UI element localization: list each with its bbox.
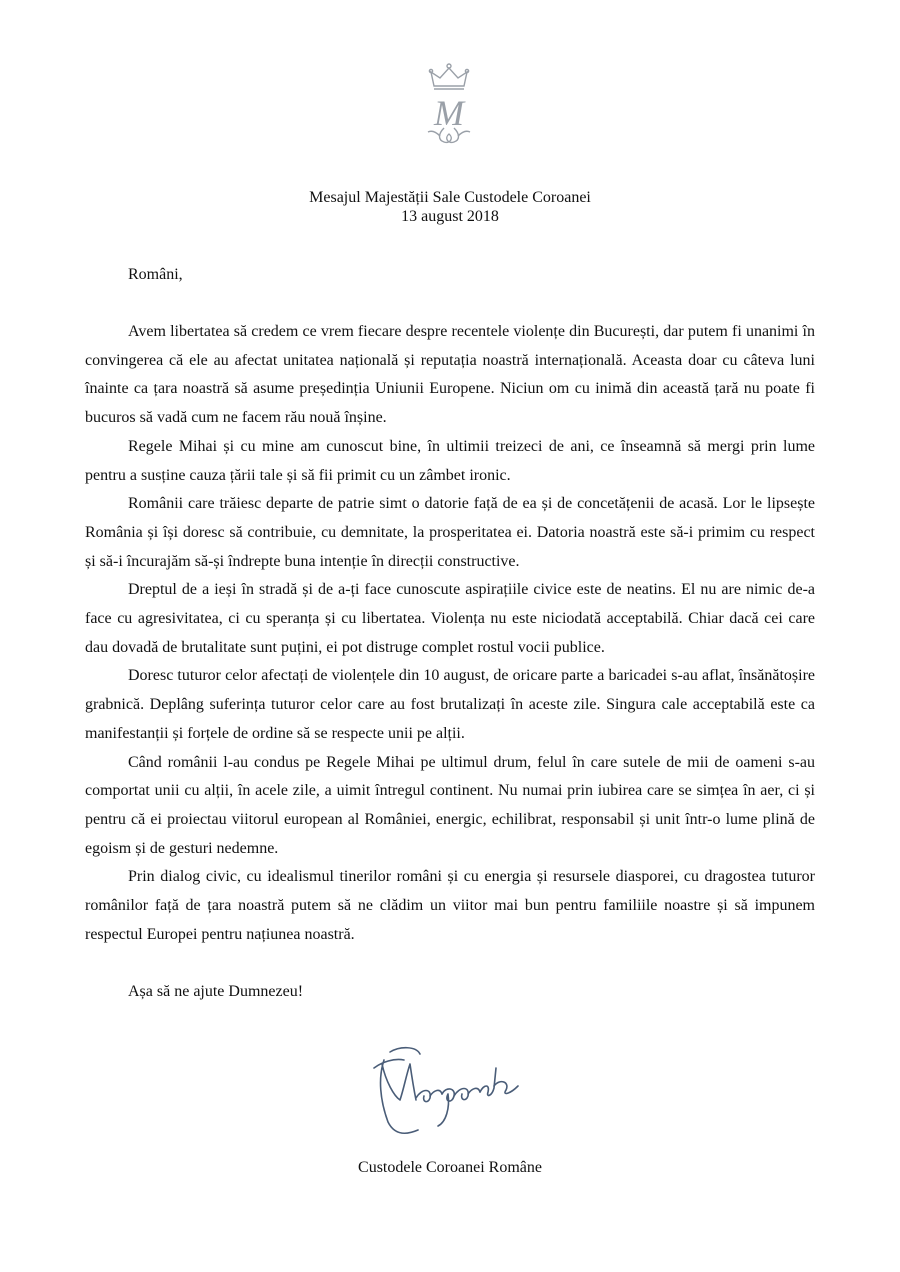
monogram-letter: M — [434, 93, 464, 133]
paragraph: Românii care trăiesc departe de patrie simt o datorie față de ea și de concetățenii de acasă. Lor le lipsește România și își doresc să contribuie, cu demnitate, la prosperitatea ei. Datoria noastră este să-i primim cu respect și să-i încurajăm să-și îndrepte buna intenție în direcții constructive. — [85, 495, 815, 570]
royal-monogram-icon — [418, 62, 480, 150]
paragraph: Când românii l-au condus pe Regele Mihai pe ultimul drum, felul în care sutele de mii de oameni s-au comportat unii cu alții, în acele zile, a uimit întregul continent. Nu numai prin iubirea care se simțea în aer, ci și pentru că ei proiectau viitorul european al României, energic, echilibrat, responsabil și unit într-o lume plină de egoism și de gesturi nedemne. — [85, 753, 815, 857]
paragraph: Prin dialog civic, cu idealismul tinerilor români și cu energia și resursele diasporei, cu dragostea tuturor românilor față de țara noastră putem să ne clădim un viitor mai bun pentru familiile noastre și să impunem respectul Europei pentru națiunea noastră. — [85, 868, 815, 943]
handwritten-signature — [360, 1038, 535, 1143]
letter-title: Mesajul Majestății Sale Custodele Coroanei — [309, 189, 591, 206]
letter-body — [85, 318, 815, 949]
closing-line: Așa să ne ajute Dumnezeu! — [128, 983, 304, 1000]
paragraph: Regele Mihai și cu mine am cunoscut bine, în ultimii treizeci de ani, ce înseamnă să mergi prin lume pentru a susține cauza țării tale și să fii primit cu un zâmbet ironic. — [85, 437, 815, 484]
paragraph: Dreptul de a ieși în stradă și de a-ți face cunoscute aspirațiile civice este de neatins. El nu are nimic de-a face cu agresivitatea, ci cu speranța și cu libertatea. Violența nu este niciodată acceptabilă. Chiar dacă cei care dau dovadă de brutalitate sunt puțini, ei pot distruge complet rostul vocii publice. — [85, 581, 815, 656]
paragraph: Doresc tuturor celor afectați de violențele din 10 august, de oricare parte a baricadei s-au aflat, însănătoșire grabnică. Deplâng suferința tuturor celor care au fost brutalizați în aceste zile. Singura cale acceptabilă este ca manifestanții și forțele de ordine să se respecte unii pe alții. — [85, 667, 815, 742]
paragraph: Avem libertatea să credem ce vrem fiecare despre recentele violențe din București, dar putem fi unanimi în convingerea că ele au afectat unitatea națională și reputația noastră internațională. Aceasta doar cu câteva luni înainte ca țara noastră să asume președinția Uniunii Europene. Niciun om cu inimă din această țară nu poate fi bucuros să vadă cum ne facem rău nouă înșine. — [85, 323, 815, 427]
letter-date: 13 august 2018 — [401, 208, 499, 225]
salutation: Români, — [128, 266, 183, 283]
signatory-title: Custodele Coroanei Române — [358, 1159, 542, 1176]
